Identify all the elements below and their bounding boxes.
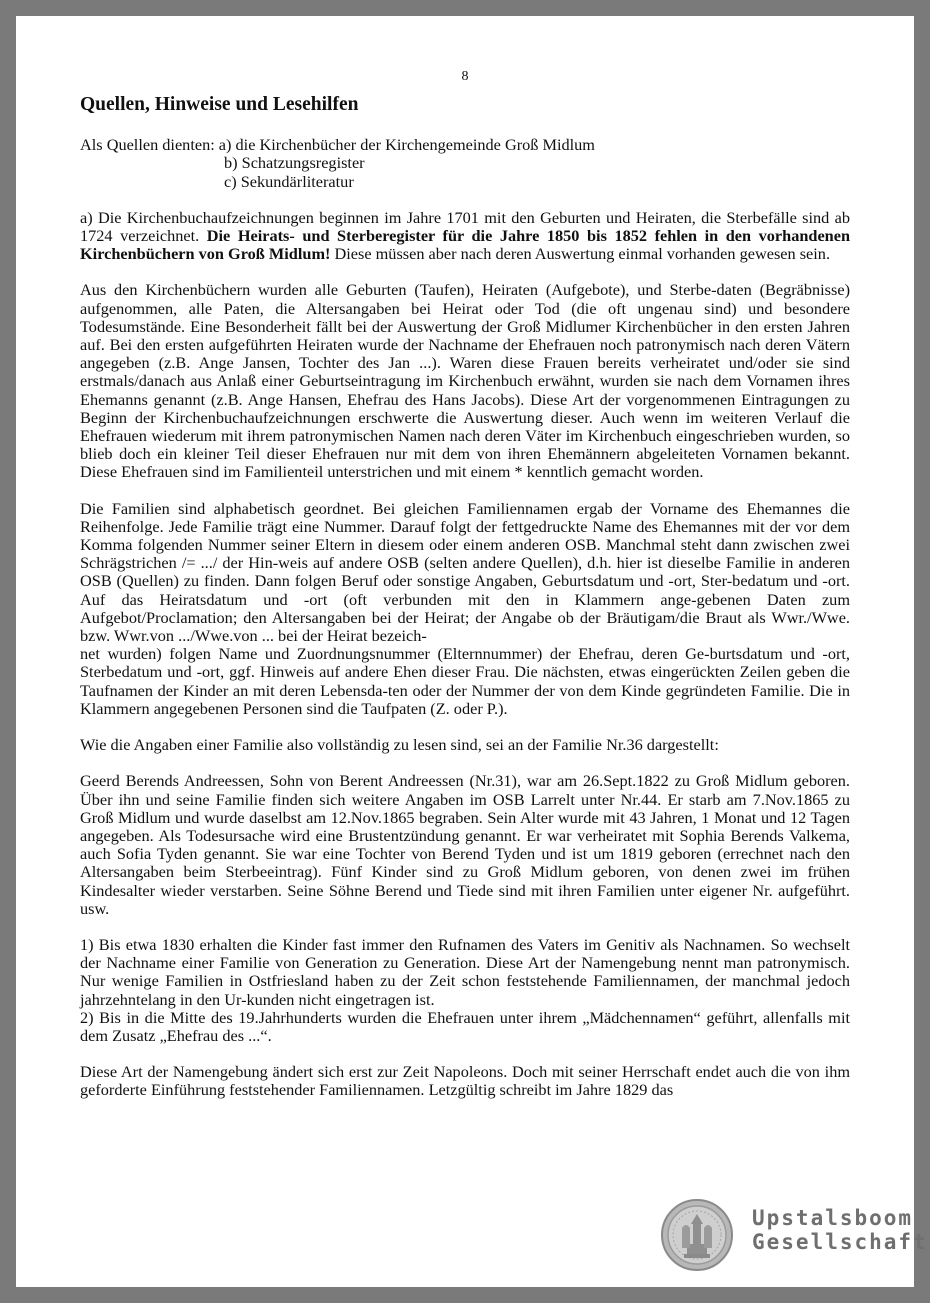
page-number: 8 xyxy=(461,69,469,84)
page-content xyxy=(80,68,850,1100)
paragraph-aufnahme: Aus den Kirchenbüchern wurden alle Geburten (Taufen), Heiraten (Aufgebote), und Sterbe-daten (Begräbnisse) aufgenommen, alle Paten, die Altersangaben bei Heirat oder Tod (die oft ungenau sind) und besondere Todesumstände. Eine Besonderheit fällt bei der Auswertung der Groß Midlumer Kirchenbücher in den ersten Jahren auf. Bei den ersten aufgeführten Heiraten wurde der Nachname der Ehefrauen noch patronymisch nach deren Vätern angegeben (z.B. Ange Jansen, Tochter des Jan ...). Waren diese Frauen bereits verheiratet und/oder sie sind erstmals/danach aus Anlaß einer Geburtseintragung im Kirchenbuch erwähnt, wurden sie nach dem Vornamen ihres Ehemanns genannt (z.B. Ange Hansen, Ehefrau des Hans Jacobs). Diese Art der vorgenommenen Eintragungen zu Beginn der Kirchenbuchaufzeichnungen erschwerte die Auswertung dieser. Auch wenn im weiteren Verlauf die Ehefrauen wiederum mit ihrem patronymischen Namen nach deren Väter im Kirchenbuch eingeschrieben wurden, so blieb doch ein kleiner Teil dieser Ehefrauen nur mit dem von ihren Ehemännern abgeleiteten Vornamen bekannt. Diese Ehefrauen sind im Familienteil unterstrichen und mit einem * kenntlich gemacht worden. xyxy=(80,280,850,482)
sources-list xyxy=(80,136,850,191)
note-1: 1) Bis etwa 1830 erhalten die Kinder fast immer den Rufnamen des Vaters im Genitiv als Nachnamen. So wechselt der Nachname einer Familie von Generation zu Generation. Diese Art der Namengebung nennt man patronymisch. Nur wenige Familien in Ostfriesland haben zu der Zeit schon feststehende Familiennamen, der manchmal jedoch jahrzehntelang in den Ur-kunden nicht eingetragen ist. xyxy=(80,934,850,1009)
section-title: Quellen, Hinweise und Lesehilfen xyxy=(80,94,359,116)
seal-icon xyxy=(660,1198,734,1272)
logo-text xyxy=(752,1206,928,1254)
paragraph-familien-a: Die Familien sind alphabetisch geordnet. Bei gleichen Familiennamen ergab der Vorname des Ehemannes die Reihenfolge. Jede Familie trägt eine Nummer. Darauf folgt der fettgedruckte Name des Ehemannes mit der vor dem Komma folgenden Nummer seiner Eltern in diesem oder einem anderen OSB. Manchmal steht dann zwischen zwei Schrägstrichen /= .../ der Hin-weis auf andere OSB (selten andere Quellen), d.h. hier ist dieselbe Familie in anderen OSB (Quellen) zu finden. Dann folgen Beruf oder sonstige Angaben, Geburtsdatum und -ort, Ster-bedatum und -ort. Auf das Heiratsdatum und -ort (oft verbunden mit den in Klammern ange-gebenen Daten zum Aufgebot/Proclamation; den Altersangaben bei der Heirat; der Angabe ob der Bräutigam/die Braut als Wwr./Wwe. bzw. Wwr.von .../Wwe.von ... bei der Heirat bezeich- xyxy=(80,498,850,646)
paragraph-text: Diese müssen aber nach deren Auswertung einmal vorhanden gewesen sein. xyxy=(330,244,831,264)
paragraph-text: a) Die Kirchenbuchaufzeichnungen beginnen im Jahre 1701 mit den Geburten und Heiraten, die Sterbefälle sind ab 1724 verzeichnet. xyxy=(80,207,850,246)
paragraph-familien-b: net wurden) folgen Name und Zuordnungsnummer (Elternnummer) der Ehefrau, deren Ge-burtsdatum und -ort, Sterbedatum und -ort, ggf. Hinweis auf andere Ehen dieser Frau. Die nächsten, etwas eingerückten Zeilen geben die Taufnamen der Kinder an mit deren Lebensda-ten oder der Nummer der von dem Kinde gegründeten Familie. Die in Klammern angegebenen Personen sind die Taufpaten (Z. oder P.). xyxy=(80,644,850,718)
missing-registers-notice: Die Heirats- und Sterberegister für die Jahre 1850 bis 1852 fehlen in den vorhandenen Kirchenbüchern von Groß Midlum! xyxy=(80,226,851,264)
sources-intro: Als Quellen dienten: a) die Kirchenbücher der Kirchengemeinde Groß Midlum xyxy=(80,135,595,155)
logo-line-1: Upstalsboom xyxy=(752,1206,914,1230)
source-c: c) Sekundärliteratur xyxy=(224,171,354,191)
source-b: b) Schatzungsregister xyxy=(224,153,365,173)
paragraph-napoleon: Diese Art der Namengebung ändert sich erst zur Zeit Napoleons. Doch mit seiner Herrschaft endet auch die von ihm geforderte Einführung feststehender Familiennamen. Letzgültig schreibt im Jahre 1829 das xyxy=(80,1062,850,1100)
logo-line-2: Gesellschaft xyxy=(752,1230,928,1254)
paragraph-beispiel: Geerd Berends Andreessen, Sohn von Berent Andreessen (Nr.31), war am 26.Sept.1822 zu Groß Midlum geboren. Über ihn und seine Familie finden sich weitere Angaben im OSB Larrelt unter Nr.44. Er starb am 7.Nov.1865 zu Groß Midlum und wurde daselbst am 12.Nov.1865 begraben. Sein Alter wurde mit 43 Jahren, 1 Monat und 12 Tagen angegeben. Als Todesursache wird eine Brustentzündung genannt. Er war verheiratet mit Sophia Berends Valkema, auch Sofia Tyden genannt. Sie war eine Tochter von Berend Tyden und ist um 1819 geboren (errechnet nach den Altersangaben beim Sterbeeintrag). Fünf Kinder sind zu Groß Midlum geboren, von denen zwei im frühen Kindesalter wieder verstarben. Seine Söhne Berend und Tiede sind mit ihren Familien unter eigener Nr. aufgeführt. usw. xyxy=(80,771,850,918)
paragraph-beispiel-intro: Wie die Angaben einer Familie also vollständig zu lesen sind, sei an der Familie Nr.36 dargestellt: xyxy=(80,735,719,755)
document-page xyxy=(16,16,928,1287)
paragraph-kirchenbuch xyxy=(80,209,850,264)
note-2: 2) Bis in die Mitte des 19.Jahrhunderts wurden die Ehefrauen unter ihrem „Mädchennamen“ geführt, allenfalls mit dem Zusatz „Ehefrau des ...“. xyxy=(80,1007,850,1045)
upstalsboom-logo xyxy=(660,1198,928,1274)
